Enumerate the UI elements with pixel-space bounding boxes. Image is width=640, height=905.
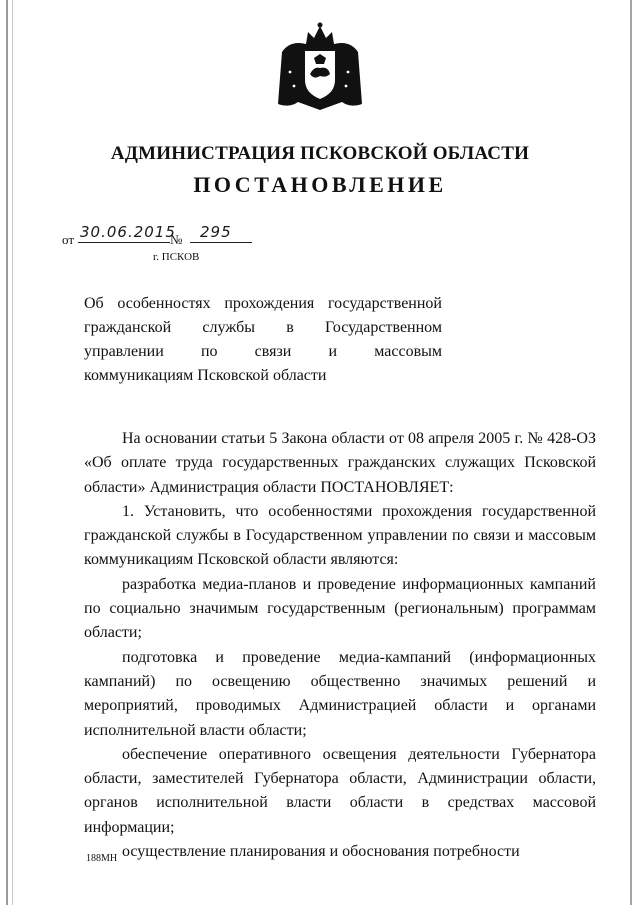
footer-code: 188МН <box>86 853 118 864</box>
body-paragraph: разработка медиа-планов и проведение информационных кампаний по социально значимым государственным (региональным) программам области; <box>84 575 596 642</box>
city-label: г. ПСКОВ <box>153 251 200 263</box>
body-paragraph: осуществление планирования и обоснования потребности <box>122 843 520 861</box>
scan-edge-left <box>6 0 8 905</box>
body-paragraph: подготовка и проведение медиа-кампаний (информационных кампаний) по освещению общественно значимых решений и мероприятий, проводимых Администрацией области и органами исполнительной власти области; <box>84 648 596 739</box>
scan-edge-left-inner <box>12 0 13 905</box>
handwritten-number: 295 <box>200 223 232 241</box>
date-underline <box>78 242 170 243</box>
handwritten-date: 30.06.2015 <box>80 223 176 241</box>
date-prefix-label: от <box>62 232 75 247</box>
document-date-number <box>62 223 262 247</box>
body-paragraph: 1. Установить, что особенностями прохождения государственной гражданской службы в Государственном управлении по связи и массовым коммуникациям Псковской области являются: <box>84 502 596 569</box>
document-type-title: ПОСТАНОВЛЕНИЕ <box>193 172 447 197</box>
number-prefix-label: № <box>170 232 183 247</box>
number-underline <box>190 242 252 243</box>
document-subject <box>84 292 442 388</box>
subject-line: управлении по связи и массовым <box>84 343 442 360</box>
subject-line: коммуникациям Псковской области <box>84 367 327 384</box>
coat-of-arms-emblem <box>270 22 370 116</box>
document-body <box>84 427 596 864</box>
subject-line: гражданской службы в Государственном <box>84 319 442 336</box>
organization-title: АДМИНИСТРАЦИЯ ПСКОВСКОЙ ОБЛАСТИ <box>110 143 530 164</box>
subject-line: Об особенностях прохождения государственной <box>84 295 442 312</box>
body-paragraph: На основании статьи 5 Закона области от 08 апреля 2005 г. № 428-ОЗ «Об оплате труда государственных гражданских служащих Псковской области» Администрация области ПОСТАНОВЛЯЕТ: <box>84 430 596 496</box>
body-paragraph: обеспечение оперативного освещения деятельности Губернатора области, заместителей Губернатора области, Администрации области, органов исполнительной власти области в средствах массовой информации; <box>84 745 596 836</box>
scan-edge-right <box>630 0 632 905</box>
